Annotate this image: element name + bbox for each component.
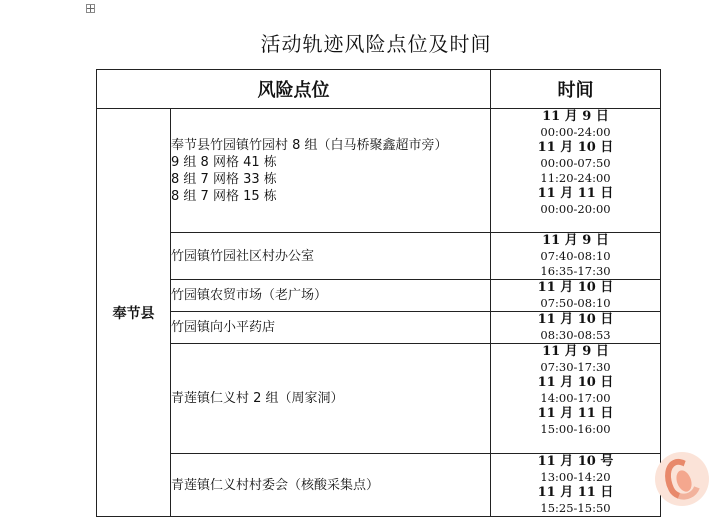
time-range: 13:00-14:20	[540, 470, 611, 484]
time-range: 00:00-20:00	[540, 202, 611, 216]
header-time: 时间	[491, 70, 661, 109]
time-range: 00:00-24:00	[540, 125, 611, 139]
table-row	[97, 344, 661, 454]
time-range: 16:35-17:30	[540, 264, 611, 278]
location-line: 奉节县竹园镇竹园村 8 组（白马桥聚鑫超市旁）	[171, 137, 448, 153]
time-cell	[491, 312, 661, 344]
location-line: 竹园镇农贸市场（老广场）	[171, 288, 328, 303]
time-date: 11 月 10 号	[537, 454, 614, 469]
table-row	[97, 454, 661, 517]
time-cell	[491, 233, 661, 280]
header-row	[97, 70, 661, 109]
county-cell: 奉节县	[97, 109, 171, 517]
location-line: 竹园镇竹园社区村办公室	[171, 248, 315, 264]
location-cell	[171, 312, 491, 344]
time-range: 14:00-17:00	[540, 391, 611, 405]
location-cell	[171, 454, 491, 517]
time-date: 11 月 11 日	[537, 406, 614, 421]
time-date: 11 月 9 日	[542, 233, 609, 248]
location-cell	[171, 109, 491, 233]
table-row	[97, 109, 661, 233]
table-anchor-icon[interactable]	[86, 4, 95, 13]
time-date: 11 月 10 日	[537, 140, 614, 155]
time-range: 07:50-08:10	[540, 296, 611, 310]
location-line: 8 组 7 网格 15 栋	[171, 188, 277, 204]
time-date: 11 月 10 日	[537, 312, 614, 327]
time-cell	[491, 109, 661, 233]
time-date: 11 月 11 日	[537, 485, 614, 500]
risk-table	[96, 69, 661, 517]
time-date: 11 月 9 日	[542, 109, 609, 124]
time-cell	[491, 344, 661, 454]
time-date: 11 月 10 日	[537, 375, 614, 390]
time-range: 11:20-24:00	[540, 171, 611, 185]
location-line: 8 组 7 网格 33 栋	[171, 171, 277, 187]
time-range: 15:25-15:50	[540, 501, 611, 515]
publisher-logo	[655, 452, 709, 506]
time-range: 07:30-17:30	[540, 360, 611, 374]
location-line: 竹园镇向小平药店	[171, 320, 276, 335]
time-date: 11 月 11 日	[537, 186, 614, 201]
time-date: 11 月 10 日	[537, 280, 614, 295]
location-cell	[171, 233, 491, 280]
time-cell	[491, 454, 661, 517]
time-range: 00:00-07:50	[540, 156, 611, 170]
location-line: 9 组 8 网格 41 栋	[171, 154, 277, 170]
table-row	[97, 233, 661, 280]
time-range: 07:40-08:10	[540, 249, 611, 263]
location-line: 青莲镇仁义村村委会（核酸采集点）	[171, 477, 380, 493]
time-range: 08:30-08:53	[540, 328, 611, 342]
location-line: 青莲镇仁义村 2 组（周家洞）	[171, 391, 344, 406]
header-location: 风险点位	[97, 70, 491, 109]
time-date: 11 月 9 日	[542, 344, 609, 359]
document-title: 活动轨迹风险点位及时间	[260, 32, 492, 56]
time-range: 15:00-16:00	[540, 422, 611, 436]
location-cell	[171, 344, 491, 454]
location-cell	[171, 280, 491, 312]
table-row	[97, 280, 661, 312]
time-cell	[491, 280, 661, 312]
table-row	[97, 312, 661, 344]
